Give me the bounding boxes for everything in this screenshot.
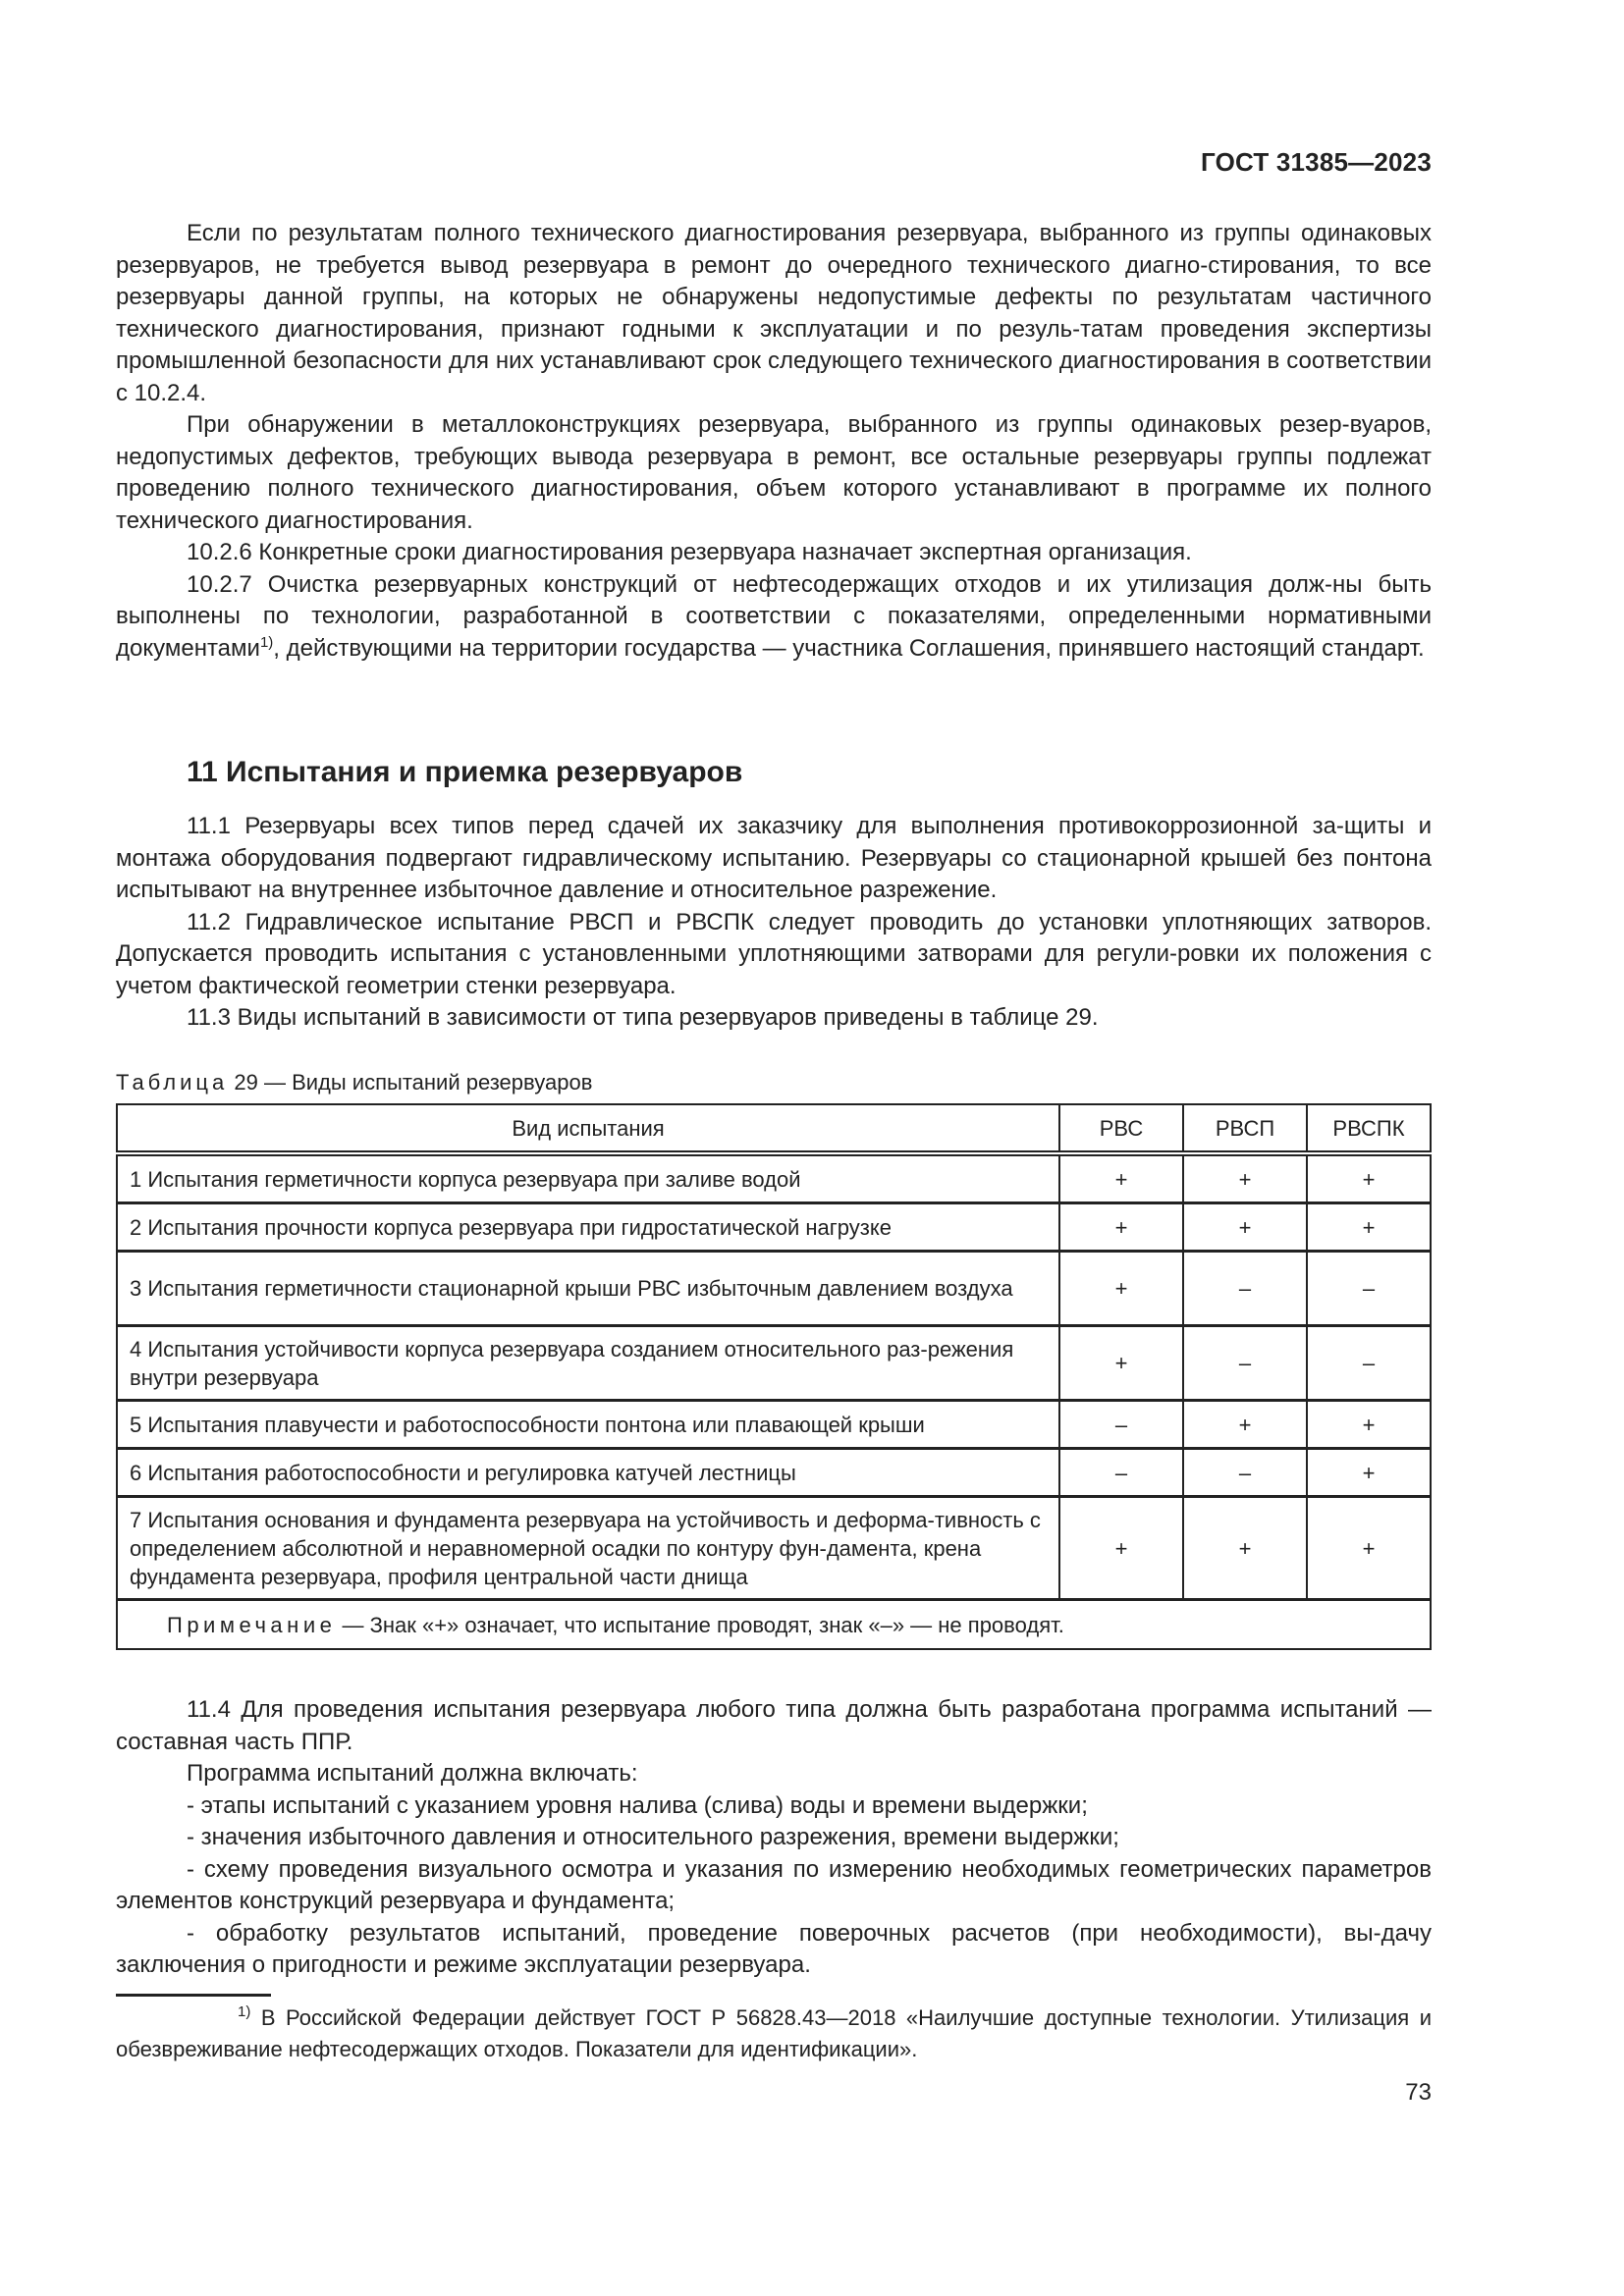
document-header: ГОСТ 31385—2023 (1201, 147, 1432, 177)
table-caption (116, 1070, 592, 1095)
rvs-value: + (1059, 1203, 1183, 1252)
page-number: 73 (1405, 2079, 1432, 2106)
list-intro: Программа испытаний должна включать: (187, 1760, 638, 1787)
list-item: - схему проведения визуального осмотра и указания по измерению необходимых геометрических параметров элементов конструкций резервуара и фундамента; (116, 1855, 1432, 1914)
test-name: 1 Испытания герметичности корпуса резервуара при заливе водой (117, 1153, 1059, 1203)
table-row (117, 1252, 1431, 1326)
rvsp-value: – (1183, 1449, 1307, 1497)
table-row (117, 1153, 1431, 1203)
header-rvsp: РВСП (1183, 1104, 1307, 1153)
rvs-value: + (1059, 1326, 1183, 1401)
table-row (117, 1401, 1431, 1449)
table-note (117, 1600, 1431, 1650)
table-note-row (117, 1600, 1431, 1650)
rvspk-value: – (1307, 1326, 1431, 1401)
table-row (117, 1497, 1431, 1600)
section-heading: 11 Испытания и приемка резервуаров (187, 756, 743, 788)
paragraph: При обнаружении в металлоконструкциях резервуара, выбранного из группы одинаковых резер-вуаров, недопустимых дефектов, требующих вывода резервуара в ремонт, все остальные резервуары группы подлежат проведению полного технического диагностирования, объем которого устанавливают в программе их полного технического диагностирования. (116, 411, 1432, 534)
table-row (117, 1449, 1431, 1497)
footnote-text: В Российской Федерации действует ГОСТ Р 56828.43—2018 «Наилучшие доступные технологии. Утилизация и обезвреживание нефтесодержащих отходов. Показатели для идентификации». (116, 2005, 1432, 2061)
paragraph-11-4: 11.4 Для проведения испытания резервуара любого типа должна быть разработана программа испытаний — составная часть ППР. (116, 1696, 1432, 1755)
footnote-reference[interactable]: 1) (259, 633, 274, 651)
note-text: — Знак «+» означает, что испытание проводят, знак «–» — не проводят. (336, 1612, 1064, 1637)
top-text-block (116, 218, 1432, 665)
test-name: 3 Испытания герметичности стационарной крыши РВС избыточным давлением воздуха (117, 1252, 1059, 1326)
header-rvspk: РВСПК (1307, 1104, 1431, 1153)
table-caption-text: 29 — Виды испытаний резервуаров (234, 1070, 593, 1095)
paragraph: Если по результатам полного технического диагностирования резервуара, выбранного из группы одинаковых резервуаров, не требуется вывод резервуара в ремонт до очередного технического диагно-стирования, то все резервуары данной группы, на которых не обнаружены недопустимые дефекты по результатам частичного технического диагностирования, признают годными к эксплуатации и по резуль-татам проведения экспертизы промышленной безопасности для них устанавливают срок следующего технического диагностирования в соответствии с 10.2.4. (116, 220, 1432, 406)
paragraph-11-3: 11.3 Виды испытаний в зависимости от типа резервуаров приведены в таблице 29. (187, 1004, 1099, 1031)
list-item: - значения избыточного давления и относительного разрежения, времени выдержки; (187, 1824, 1119, 1850)
list-item: - этапы испытаний с указанием уровня налива (слива) воды и времени выдержки; (187, 1791, 1088, 1819)
test-name: 2 Испытания прочности корпуса резервуара при гидростатической нагрузке (117, 1203, 1059, 1252)
rvs-value: + (1059, 1153, 1183, 1203)
rvspk-value: + (1307, 1153, 1431, 1203)
table-caption-label: Таблица (116, 1070, 229, 1095)
rvs-value: – (1059, 1401, 1183, 1449)
test-name: 4 Испытания устойчивости корпуса резервуара созданием относительного раз-режения внутри резервуара (117, 1326, 1059, 1401)
header-rvs: РВС (1059, 1104, 1183, 1153)
rvspk-value: + (1307, 1203, 1431, 1252)
note-label: Примечание (167, 1612, 337, 1637)
footnote-marker: 1) (238, 2003, 251, 2020)
rvs-value: – (1059, 1449, 1183, 1497)
rvsp-value: + (1183, 1203, 1307, 1252)
table-header-row (117, 1104, 1431, 1153)
test-name: 6 Испытания работоспособности и регулировка катучей лестницы (117, 1449, 1059, 1497)
rvspk-value: + (1307, 1449, 1431, 1497)
table-row (117, 1203, 1431, 1252)
paragraph-10-2-7 (116, 569, 1432, 666)
list-item: - обработку результатов испытаний, проведение поверочных расчетов (при необходимости), вы-дачу заключения о пригодности и режиме эксплуатации резервуара. (116, 1919, 1432, 1978)
paragraph-11-2: 11.2 Гидравлическое испытание РВСП и РВСПК следует проводить до установки уплотняющих затворов. Допускается проводить испытания с установленными уплотняющими затворами для регули-ровки их положения с учетом фактической геометрии стенки резервуара. (116, 908, 1432, 999)
paragraph-11-1: 11.1 Резервуары всех типов перед сдачей их заказчику для выполнения противокоррозионной за-щиты и монтажа оборудования подвергают гидравлическому испытанию. Резервуары со стационарной крышей без понтона испытывают на внутреннее избыточное давление и относительное разрежение. (116, 813, 1432, 903)
footnote-divider (116, 1994, 271, 1997)
tests-table (116, 1103, 1432, 1650)
rvs-value: + (1059, 1252, 1183, 1326)
section-text-block (116, 811, 1432, 1035)
rvsp-value: + (1183, 1497, 1307, 1600)
rvspk-value: + (1307, 1401, 1431, 1449)
rvsp-value: + (1183, 1153, 1307, 1203)
table-row (117, 1326, 1431, 1401)
after-table-block (116, 1694, 1432, 1982)
rvs-value: + (1059, 1497, 1183, 1600)
rvsp-value: + (1183, 1401, 1307, 1449)
rvsp-value: – (1183, 1326, 1307, 1401)
test-name: 7 Испытания основания и фундамента резервуара на устойчивость и деформа-тивность с определением абсолютной и неравномерной осадки по контуру фун-дамента, крена фундамента резервуара, профиля центральной части днища (117, 1497, 1059, 1600)
footnote (116, 2002, 1432, 2065)
rvspk-value: – (1307, 1252, 1431, 1326)
paragraph-text: , действующими на территории государства — участника Соглашения, принявшего настоящий стандарт. (273, 634, 1425, 662)
rvsp-value: – (1183, 1252, 1307, 1326)
rvspk-value: + (1307, 1497, 1431, 1600)
header-test-type: Вид испытания (117, 1104, 1059, 1153)
test-name: 5 Испытания плавучести и работоспособности понтона или плавающей крыши (117, 1401, 1059, 1449)
paragraph-10-2-6: 10.2.6 Конкретные сроки диагностирования резервуара назначает экспертная организация. (187, 539, 1192, 565)
paragraph-text: 10.2.7 Очистка резервуарных конструкций от нефтесодержащих отходов и их утилизация долж-ны быть выполнены по технологии, разработанной в соответствии с показателями, определенными нормативными документами (116, 570, 1432, 662)
